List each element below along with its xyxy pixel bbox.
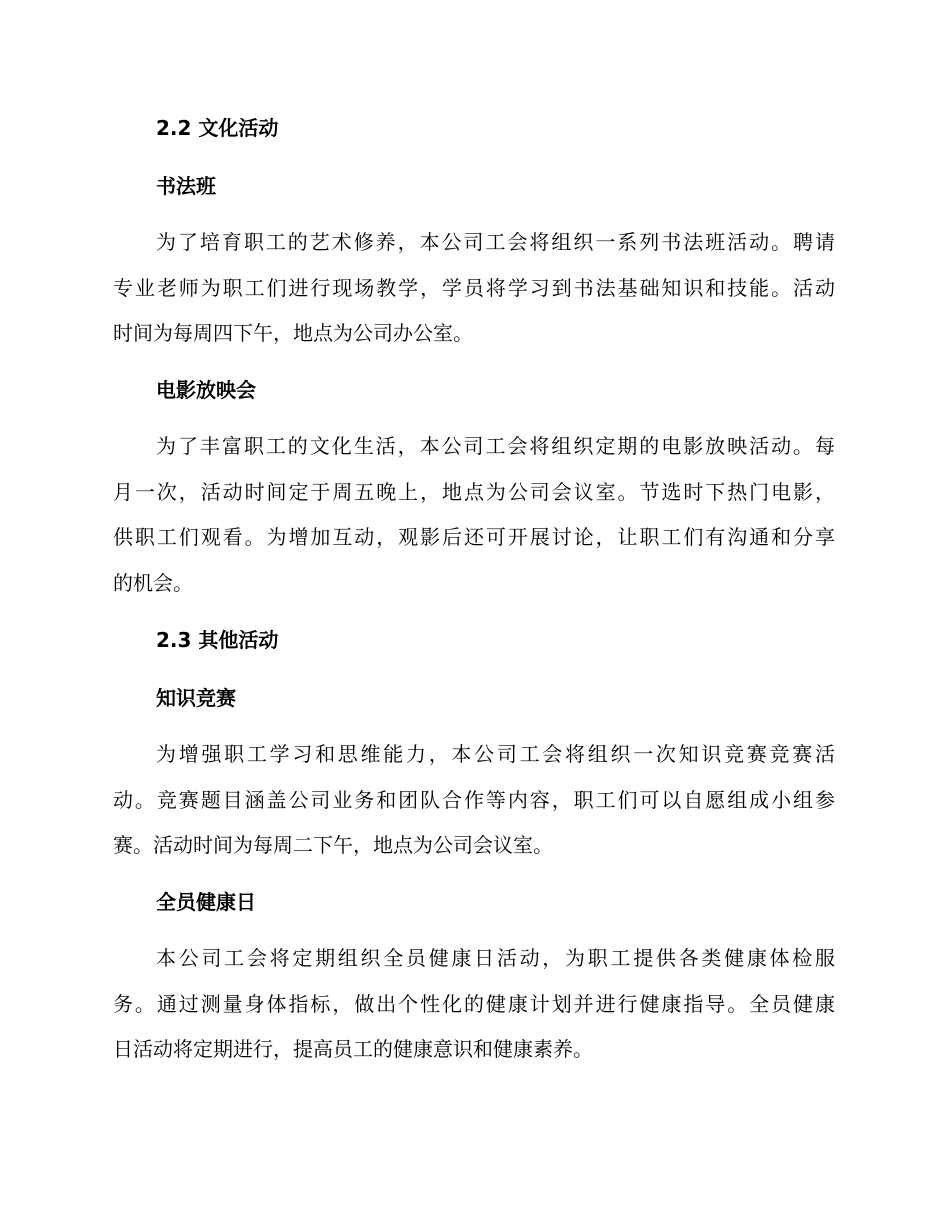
- section-heading-culture: 2.2 文化活动: [156, 116, 279, 140]
- paragraph-line: 为了丰富职工的文化生活，本公司工会将组织定期的电影放映活动。每: [156, 434, 835, 458]
- paragraph-line: 供职工们观看。为增加互动，观影后还可开展讨论，让职工们有沟通和分享: [113, 525, 835, 549]
- subsection-title-calligraphy: 书法班: [156, 174, 216, 198]
- paragraph-health-day: [113, 936, 835, 1073]
- paragraph-line: 动。竞赛题目涵盖公司业务和团队合作等内容，职工们可以自愿组成小组参: [113, 787, 835, 812]
- paragraph-line: 为增强职工学习和思维能力，本公司工会将组织一次知识竞赛竞赛活: [156, 742, 835, 766]
- paragraph-line: 日活动将定期进行，提高员工的健康意识和健康素养。: [113, 1037, 593, 1061]
- paragraph-line: 专业老师为职工们进行现场教学，学员将学习到书法基础知识和技能。活动: [113, 275, 835, 300]
- paragraph-line: 为了培育职工的艺术修养，本公司工会将组织一系列书法班活动。聘请: [156, 230, 835, 254]
- paragraph-line: 赛。活动时间为每周二下午，地点为公司会议室。: [113, 833, 553, 857]
- paragraph-line: 本公司工会将定期组织全员健康日活动，为职工提供各类健康体检服: [156, 946, 835, 970]
- paragraph-line: 时间为每周四下午，地点为公司办公室。: [113, 321, 473, 345]
- paragraph-line: 的机会。: [113, 570, 193, 595]
- section-heading-other: 2.3 其他活动: [156, 628, 279, 652]
- paragraph-line: 务。通过测量身体指标，做出个性化的健康计划并进行健康指导。全员健康: [113, 991, 835, 1016]
- subsection-title-quiz: 知识竞赛: [156, 686, 236, 710]
- paragraph-calligraphy: [113, 220, 835, 357]
- paragraph-movie: [113, 424, 835, 606]
- subsection-title-movie: 电影放映会: [156, 378, 256, 402]
- subsection-title-health-day: 全员健康日: [156, 890, 256, 914]
- paragraph-quiz: [113, 732, 835, 869]
- paragraph-line: 月一次，活动时间定于周五晚上，地点为公司会议室。节选时下热门电影，: [113, 479, 835, 504]
